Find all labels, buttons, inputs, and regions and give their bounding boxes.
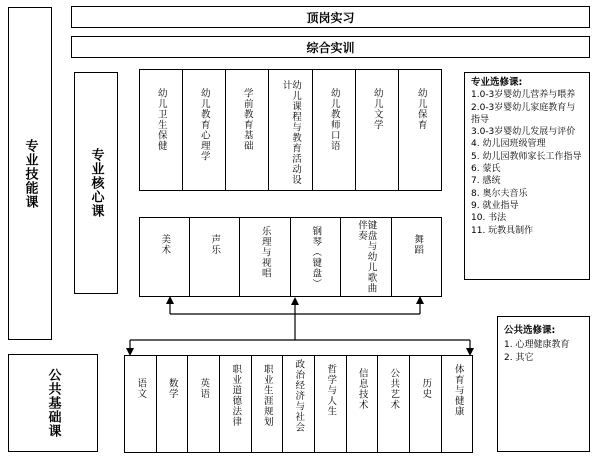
skill-course-3: 钢琴（键盘） bbox=[291, 218, 341, 296]
basic-course-8: 公共艺术 bbox=[378, 356, 410, 452]
elective-item: 5. 幼儿园教师家长工作指导 bbox=[471, 151, 582, 162]
elective-item: 8. 奥尔夫音乐 bbox=[471, 188, 528, 199]
professional-core-label: 专业核心课 bbox=[88, 148, 104, 218]
elective-item: 4. 幼儿园班级管理 bbox=[471, 139, 546, 150]
professional-electives-title: 专业选修课: bbox=[471, 77, 523, 88]
elective-item: 3.0-3岁婴幼儿发展与评价 bbox=[471, 127, 576, 138]
skill-course-2: 乐理与视唱 bbox=[240, 218, 291, 296]
public-elective-item: 1. 心理健康教育 bbox=[504, 340, 570, 351]
core-course-1: 幼儿教育心理学 bbox=[183, 70, 226, 190]
basic-course-5: 政治经济与社会 bbox=[283, 356, 315, 452]
elective-item: 10. 书法 bbox=[471, 213, 507, 224]
skill-course-5: 舞蹈 bbox=[412, 234, 424, 255]
elective-item: 11. 玩教具制作 bbox=[471, 225, 534, 236]
skill-course-0: 美术 bbox=[140, 218, 190, 296]
public-basic-label: 公共基础课 bbox=[45, 368, 61, 438]
core-course-2: 学前教育基础 bbox=[226, 70, 269, 190]
internship-label: 顶岗实习 bbox=[306, 10, 355, 25]
comprehensive-training-label: 综合实训 bbox=[306, 40, 355, 55]
basic-course-3: 职业道德法律 bbox=[220, 356, 252, 452]
elective-item: 7. 感统 bbox=[471, 176, 501, 187]
skill-course-4: 键盘与幼儿歌曲伴奏 bbox=[341, 218, 392, 296]
basic-course-2: 英语 bbox=[188, 356, 220, 452]
basic-course-4: 职业生涯规划 bbox=[252, 356, 283, 452]
basic-course-6: 哲学与人生 bbox=[315, 356, 347, 452]
elective-item: 6. 蒙氏 bbox=[471, 164, 501, 175]
core-course-3: 幼儿课程与教育活动设计 bbox=[269, 70, 313, 190]
core-course-4: 幼儿教师口语 bbox=[313, 70, 356, 190]
core-course-0: 幼儿卫生保健 bbox=[140, 70, 183, 190]
core-course-6: 幼儿保育 bbox=[415, 88, 427, 130]
basic-course-1: 数学 bbox=[157, 356, 188, 452]
basic-course-10: 体育与健康 bbox=[452, 364, 464, 417]
public-electives-title: 公共选修课: bbox=[504, 325, 556, 336]
elective-item: 9. 就业指导 bbox=[471, 200, 519, 211]
core-course-5: 幼儿文学 bbox=[356, 70, 399, 190]
elective-item: 1.0-3岁婴幼儿营养与喂养 bbox=[471, 90, 576, 101]
public-elective-item: 2. 其它 bbox=[504, 352, 534, 363]
basic-course-9: 历史 bbox=[410, 356, 442, 452]
elective-item: 2.0-3岁婴幼儿家庭教育与指导 bbox=[471, 102, 576, 125]
basic-course-7: 信息技术 bbox=[347, 356, 378, 452]
professional-skills-label: 专业技能课 bbox=[22, 138, 38, 209]
skill-course-1: 声乐 bbox=[190, 218, 240, 296]
basic-course-0: 语文 bbox=[125, 356, 157, 452]
